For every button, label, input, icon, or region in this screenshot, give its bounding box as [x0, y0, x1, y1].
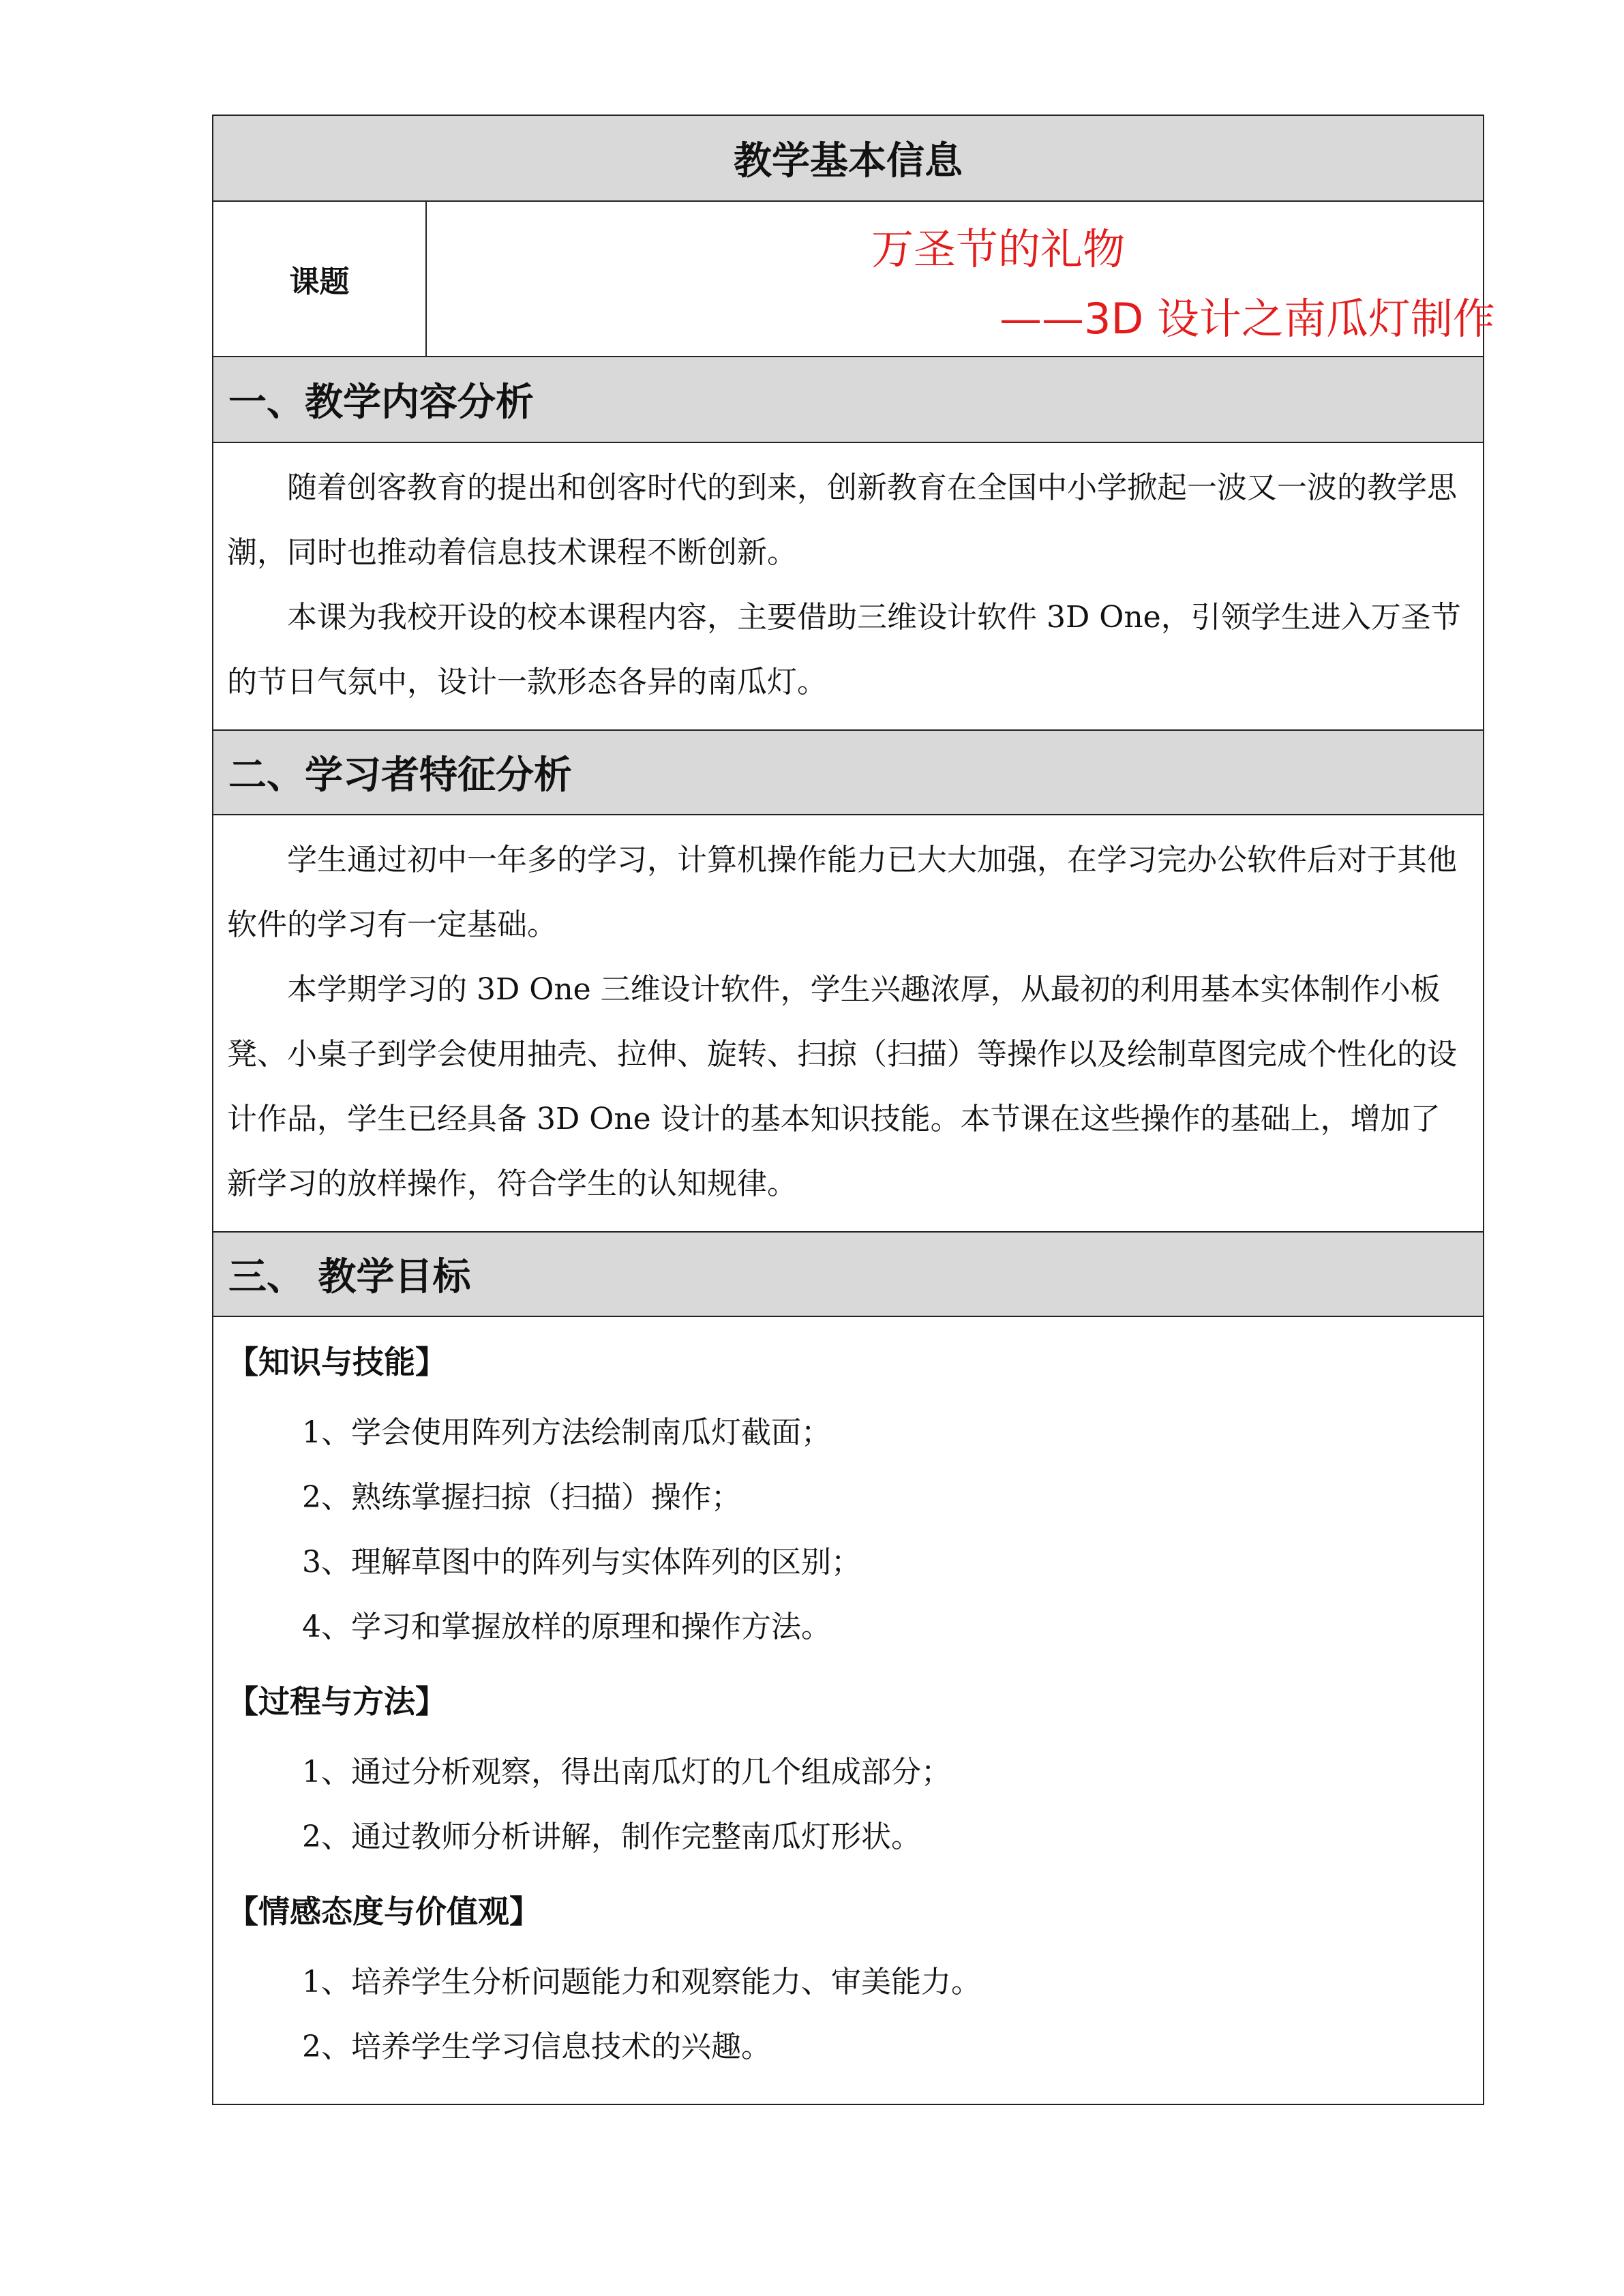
- list-item: 3、理解草图中的阵列与实体阵列的区别；: [302, 1545, 861, 1580]
- list-item: 4、学习和掌握放样的原理和操作方法。: [302, 1610, 831, 1644]
- knowledge-skills-title: 【知识与技能】: [227, 1344, 447, 1380]
- table-title: 教学基本信息: [734, 139, 963, 183]
- emotion-values-title: 【情感态度与价值观】: [227, 1893, 541, 1930]
- lesson-info-table: [212, 115, 1495, 2105]
- paragraph: 随着创客教育的提出和创客时代的到来，创新教育在全国中小学掀起一波又一波的教学思潮，同时也推动着信息技术课程不断创新。: [227, 470, 1457, 570]
- section-content-analysis-heading: [213, 357, 1483, 443]
- topic-row: [213, 202, 1495, 357]
- section-objectives-heading: [213, 1231, 1483, 1317]
- topic-label: 课题: [213, 202, 427, 356]
- section-content-analysis-body: [213, 443, 1483, 729]
- list-item: 2、熟练掌握扫掠（扫描）操作；: [302, 1480, 741, 1515]
- list-item: 1、培养学生分析问题能力和观察能力、审美能力。: [302, 1965, 981, 1999]
- list-item: 1、学会使用阵列方法绘制南瓜灯截面；: [302, 1415, 831, 1450]
- topic-title-sub: ——3D 设计之南瓜灯制作: [999, 294, 1495, 344]
- section-heading-text: 三、 教学目标: [228, 1255, 471, 1299]
- section-heading-text: 二、学习者特征分析: [228, 753, 572, 798]
- list-item: 1、通过分析观察，得出南瓜灯的几个组成部分；: [302, 1755, 951, 1789]
- section-heading-text: 一、教学内容分析: [228, 380, 534, 425]
- paragraph: 本课为我校开设的校本课程内容，主要借助三维设计软件 3D One，引领学生进入万圣节的节日气氛中，设计一款形态各异的南瓜灯。: [227, 600, 1461, 699]
- paragraph: 学生通过初中一年多的学习，计算机操作能力已大大加强，在学习完办公软件后对于其他软件的学习有一定基础。: [227, 843, 1457, 942]
- section-learner-analysis-heading: [213, 729, 1483, 815]
- paragraph: 本学期学习的 3D One 三维设计软件，学生兴趣浓厚，从最初的利用基本实体制作小板凳、小桌子到学会使用抽壳、拉伸、旋转、扫掠（扫描）等操作以及绘制草图完成个性化的设计作品，学生已经具备 3D One 设计的基本知识技能。本节课在这些操作的基础上，增加了新学习的放样操作，符合学生的认知规律。: [227, 972, 1457, 1201]
- list-item: 2、通过教师分析讲解，制作完整南瓜灯形状。: [302, 1819, 921, 1854]
- section-learner-analysis-body: [213, 815, 1483, 1231]
- list-item: 2、培养学生学习信息技术的兴趣。: [302, 2029, 771, 2064]
- topic-value: [427, 202, 1495, 356]
- topic-title-main: 万圣节的礼物: [871, 224, 1126, 274]
- section-objectives-body: [213, 1317, 1483, 2104]
- table-header: [213, 116, 1483, 202]
- process-methods-title: 【过程与方法】: [227, 1683, 447, 1720]
